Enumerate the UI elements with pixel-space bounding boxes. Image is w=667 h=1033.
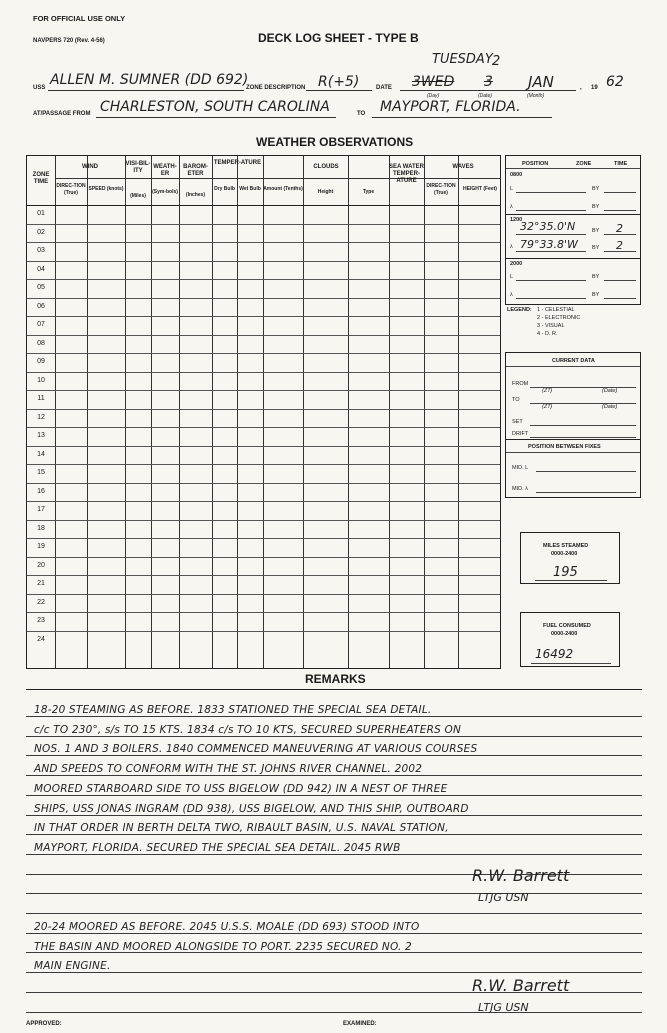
remarks-line: IN THAT ORDER IN BERTH DELTA TWO, RIBAULT BASIN, U.S. NAVAL STATION, [34, 822, 449, 835]
row-hour: 13 [37, 432, 45, 439]
sub-wind-direction: DIREC-TION (True) [56, 183, 86, 196]
sub-dry-bulb: Dry Bulb [214, 186, 235, 192]
row-divider [27, 464, 500, 465]
col-visibility: VISI-BIL-ITY [125, 161, 151, 174]
passage-to: MAYPORT, FLORIDA. [380, 99, 521, 115]
remarks-rule [26, 854, 642, 855]
lam-0800: λ [510, 204, 513, 210]
remarks-line: 20-24 MOORED AS BEFORE. 2045 U.S.S. MOALE (DD 693) STOOD INTO [34, 921, 420, 933]
row-hour: 16 [37, 487, 45, 495]
col-wind: WIND [82, 164, 98, 170]
lam-1200: λ [510, 244, 513, 250]
l-0800: L [510, 186, 514, 192]
remarks-line: NOS. 1 AND 3 BOILERS. 1840 COMMENCED MANEUVERING AT VARIOUS COURSES [34, 743, 478, 756]
passage-from: CHARLESTON, SOUTH CAROLINA [100, 99, 330, 115]
row-hour: 12 [37, 413, 45, 421]
zone-description-label: ZONE DESCRIPTION [246, 85, 306, 91]
weather-observations-table [26, 155, 501, 669]
remarks-rule [26, 913, 642, 914]
remarks-rule [26, 815, 642, 816]
row-divider [27, 557, 500, 558]
mid-l: MID. L [512, 465, 529, 471]
remarks-rule [26, 1012, 642, 1013]
current-from-date: (Date) [602, 388, 618, 394]
miles-range: 0000-2400 [551, 551, 578, 557]
approved-label: APPROVED: [26, 1021, 62, 1027]
day-struck: 3WED [412, 74, 455, 90]
remarks-line: 18-20 STEAMING AS BEFORE. 1833 STATIONED THE SPECIAL SEA DETAIL. [34, 704, 432, 716]
row-hour: 17 [37, 506, 45, 513]
row-hour: 01 [37, 210, 45, 217]
row-hour: 05 [37, 284, 45, 291]
day-sub: (Day) [427, 93, 440, 99]
row-divider [27, 612, 500, 613]
time-2000: 2000 [510, 261, 523, 267]
form-title: DECK LOG SHEET - TYPE B [258, 31, 419, 45]
lat-1200: 32°35.0'N [520, 220, 576, 233]
passage-to-label: TO [357, 111, 366, 117]
miles-title: MILES STEAMED [543, 543, 589, 549]
date-label: DATE [376, 85, 392, 91]
remarks-line: MAYPORT, FLORIDA. SECURED THE SPECIAL SEA DETAIL. 2045 RWB [34, 841, 401, 854]
remarks-line: MAIN ENGINE. [34, 960, 111, 973]
col-waves: WAVES [452, 164, 474, 170]
year-prefix: 19 [591, 85, 598, 91]
position-box [505, 155, 641, 305]
row-hour: 03 [37, 247, 45, 254]
fuel-consumed-box [520, 612, 620, 667]
current-from: FROM [512, 381, 529, 387]
sub-clouds-height: Height [317, 189, 334, 195]
row-hour: 14 [37, 450, 45, 458]
row-divider [27, 427, 500, 428]
row-hour: 20 [37, 561, 45, 569]
sub-barometer-inches: (Inches) [185, 192, 206, 198]
sub-waves-height: HEIGHT (Feet) [463, 186, 497, 192]
row-divider [27, 242, 500, 243]
legend-celestial: 1 - CELESTIAL [537, 307, 575, 313]
remarks-rule [26, 893, 642, 894]
row-hour: 09 [37, 358, 45, 365]
position-title: POSITION [522, 161, 549, 167]
row-divider [27, 520, 500, 521]
miles-value: 195 [553, 565, 578, 580]
legend-label: LEGEND: [507, 307, 532, 313]
remarks-title: REMARKS [305, 672, 366, 686]
sub-wind-speed: SPEED (knots) [88, 186, 124, 192]
ship-name: ALLEN M. SUMNER (DD 692) [50, 72, 249, 88]
date-struck: 3 [484, 74, 493, 90]
current-to-date: (Date) [602, 404, 618, 410]
current-from-zt: (ZT) [542, 388, 553, 394]
remarks-rule [26, 736, 642, 737]
by-1200-l: BY [592, 228, 600, 234]
form-number: NAVPERS 720 (Rev. 4-56) [33, 38, 105, 44]
fuel-title: FUEL CONSUMED [543, 623, 591, 629]
remarks-line: c/c TO 230°, s/s TO 15 KTS. 1834 c/s TO 10 KTS, SECURED SUPERHEATERS ON [34, 723, 462, 736]
signature-2-rank: LTJG USN [478, 1001, 529, 1014]
row-hour: 24 [37, 635, 45, 643]
row-divider [27, 594, 500, 595]
by-1200-lam: BY [592, 245, 600, 251]
col-barometer: BAROM-ETER [183, 164, 208, 177]
current-data-title: CURRENT DATA [552, 358, 595, 364]
row-hour: 11 [37, 395, 45, 402]
row-hour: 06 [37, 302, 45, 310]
row-divider [27, 538, 500, 539]
row-hour: 10 [37, 376, 45, 384]
row-hour: 15 [37, 469, 45, 476]
remarks-rule [26, 795, 642, 796]
classification-label: FOR OFFICIAL USE ONLY [33, 14, 126, 23]
sub-visibility-miles: (Miles) [130, 193, 146, 199]
lon-1200: 79°33.8'W [520, 238, 578, 251]
row-hour: 19 [37, 543, 45, 550]
row-divider [27, 298, 500, 299]
current-drift: DRIFT [512, 431, 529, 437]
year-value: 62 [606, 74, 624, 90]
zone-description-value: R(+5) [318, 74, 360, 90]
row-hour: 04 [37, 265, 45, 273]
lat-1200-fix: 2 [616, 222, 623, 235]
mid-lam: MID. λ [512, 486, 528, 492]
row-hour: 07 [37, 321, 45, 328]
row-divider [27, 409, 500, 410]
row-divider [27, 501, 500, 502]
row-hour: 22 [37, 598, 45, 606]
row-hour: 08 [37, 339, 45, 347]
by-2000-lam: BY [592, 292, 600, 298]
current-data-box [505, 352, 641, 498]
row-divider [27, 261, 500, 262]
day-num: 2 [492, 54, 501, 69]
by-0800-l: BY [592, 186, 600, 192]
remarks-line: MOORED STARBOARD SIDE TO USS BIGELOW (DD 942) IN A NEST OF THREE [34, 782, 448, 795]
row-divider [27, 631, 500, 632]
position-time-title: TIME [614, 161, 628, 167]
sub-weather-symbols: (Sym-bols) [152, 189, 178, 195]
row-divider [27, 390, 500, 391]
by-0800-lam: BY [592, 204, 600, 210]
month-value: JAN [528, 73, 554, 91]
col-clouds: CLOUDS [313, 164, 339, 170]
row-divider [27, 353, 500, 354]
lam-2000: λ [510, 292, 513, 298]
row-divider [27, 224, 500, 225]
row-divider [27, 483, 500, 484]
sub-wet-bulb: Wet Bulb [239, 186, 261, 192]
legend-electronic: 2 - ELECTRONIC [537, 315, 581, 321]
row-divider [27, 575, 500, 576]
legend-dr: 4 - D. R. [537, 331, 558, 337]
time-1200: 1200 [510, 217, 523, 223]
remarks-rule [26, 972, 642, 973]
row-hour: 18 [37, 524, 45, 532]
remarks-rule [26, 775, 642, 776]
row-divider [27, 316, 500, 317]
remarks-line: SHIPS, USS JONAS INGRAM (DD 938), USS BIGELOW, AND THIS SHIP, OUTBOARD [34, 802, 469, 815]
remarks-rule [26, 933, 642, 934]
position-between-fixes-title: POSITION BETWEEN FIXES [528, 444, 601, 450]
by-2000-l: BY [592, 274, 600, 280]
time-0800: 0800 [510, 172, 523, 178]
current-to: TO [512, 397, 520, 403]
date-sub: (Date) [478, 93, 492, 99]
lon-1200-fix: 2 [616, 239, 623, 252]
signature-1-name: R.W. Barrett [472, 866, 570, 885]
fuel-range: 0000-2400 [551, 631, 578, 637]
fuel-value: 16492 [535, 647, 574, 661]
passage-label: AT/PASSAGE FROM [33, 111, 91, 117]
col-temperature: TEMPER-ATURE [213, 160, 262, 166]
remarks-line: THE BASIN AND MOORED ALONGSIDE TO PORT. 2235 SECURED NO. 2 [34, 940, 412, 953]
legend-visual: 3 - VISUAL [537, 323, 565, 329]
weather-title: WEATHER OBSERVATIONS [256, 135, 414, 149]
examined-label: EXAMINED: [343, 1021, 377, 1027]
month-sub: (Month) [527, 93, 545, 99]
uss-label: USS [33, 85, 46, 91]
remarks-line: AND SPEEDS TO CONFORM WITH THE ST. JOHNS RIVER CHANNEL. 2002 [34, 763, 423, 776]
col-weather: WEATH-ER [153, 164, 177, 177]
row-divider [27, 446, 500, 447]
signature-2-name: R.W. Barrett [472, 976, 570, 995]
day-name: TUESDAY [432, 52, 493, 67]
position-zone-title: ZONE [576, 161, 592, 167]
signature-1-rank: LTJG USN [478, 891, 529, 904]
sub-clouds-amount: Amount (Tenths) [263, 186, 303, 192]
row-hour: 21 [37, 580, 45, 587]
l-2000: L [510, 274, 514, 280]
miles-steamed-box [520, 532, 620, 584]
col-zone-time: ZONE TIME [32, 172, 50, 185]
sub-clouds-type: Type [362, 189, 375, 195]
row-divider [27, 372, 500, 373]
current-to-zt: (ZT) [542, 404, 553, 410]
sub-waves-direction: DIREC-TION (True) [426, 183, 456, 196]
col-sea-water: SEA WATER TEMPER-ATURE [389, 164, 425, 184]
row-divider [27, 335, 500, 336]
row-hour: 23 [37, 617, 45, 624]
remarks-rule [26, 716, 642, 717]
row-divider [27, 279, 500, 280]
current-set: SET [512, 419, 523, 425]
row-hour: 02 [37, 228, 45, 236]
